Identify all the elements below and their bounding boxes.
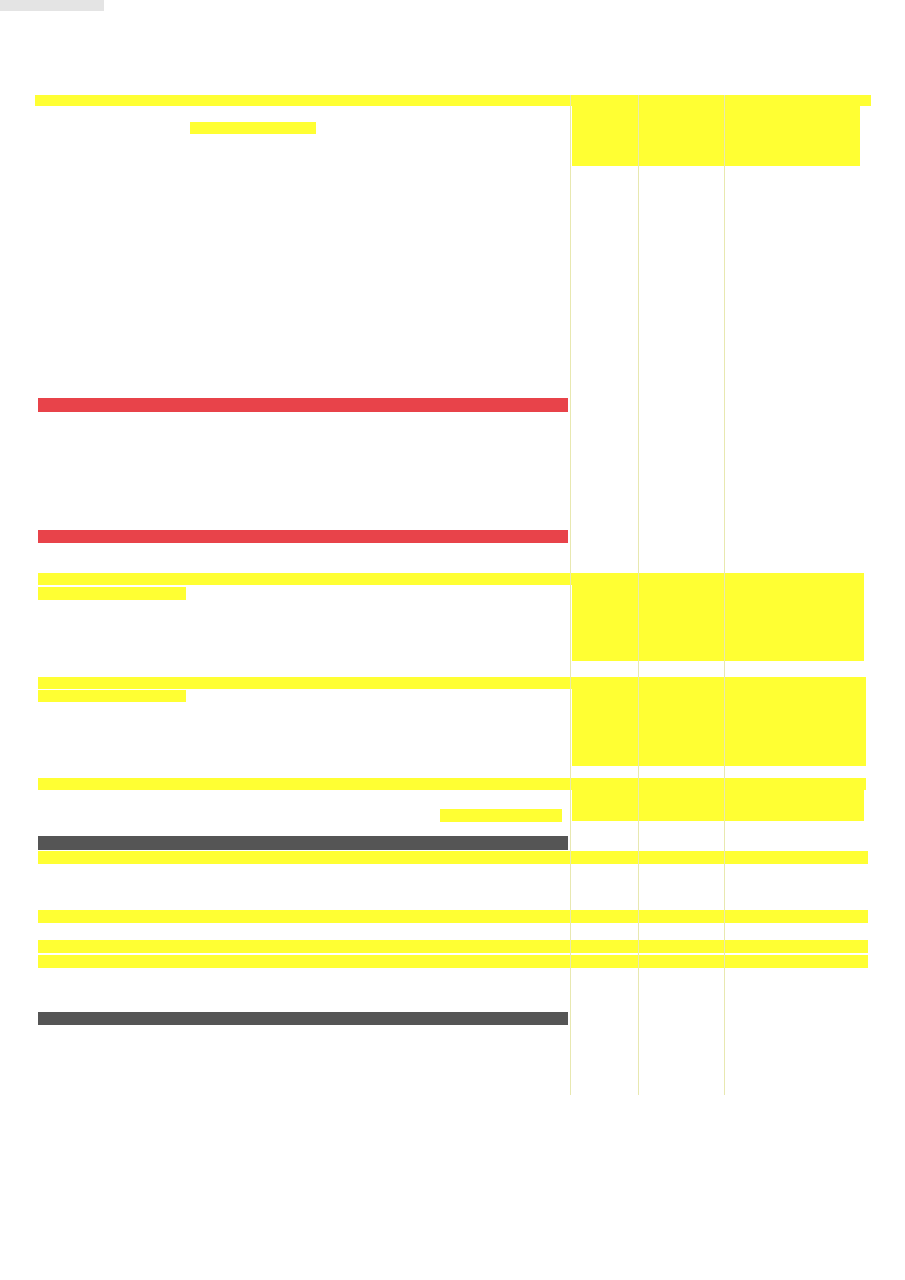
highlight-cell bbox=[190, 122, 316, 134]
highlight-band bbox=[38, 851, 868, 864]
highlight-block bbox=[572, 680, 866, 766]
section-header-bar bbox=[38, 398, 568, 412]
highlight-block bbox=[572, 96, 860, 166]
highlight-band bbox=[38, 955, 868, 968]
highlight-band bbox=[38, 910, 868, 923]
highlight-cell bbox=[38, 587, 186, 600]
highlight-band bbox=[38, 940, 868, 953]
highlight-block bbox=[572, 783, 864, 821]
highlight-cell bbox=[440, 809, 562, 822]
column-divider bbox=[570, 95, 571, 1095]
price-list-document bbox=[0, 0, 905, 11]
section-header-bar bbox=[38, 836, 568, 850]
section-header-bar bbox=[38, 530, 568, 543]
highlight-block bbox=[572, 577, 864, 661]
grey-cell bbox=[0, 0, 104, 11]
column-divider bbox=[638, 95, 639, 1095]
highlight-cell bbox=[38, 690, 186, 702]
section-header-bar bbox=[38, 1012, 568, 1025]
column-divider bbox=[724, 95, 725, 1095]
